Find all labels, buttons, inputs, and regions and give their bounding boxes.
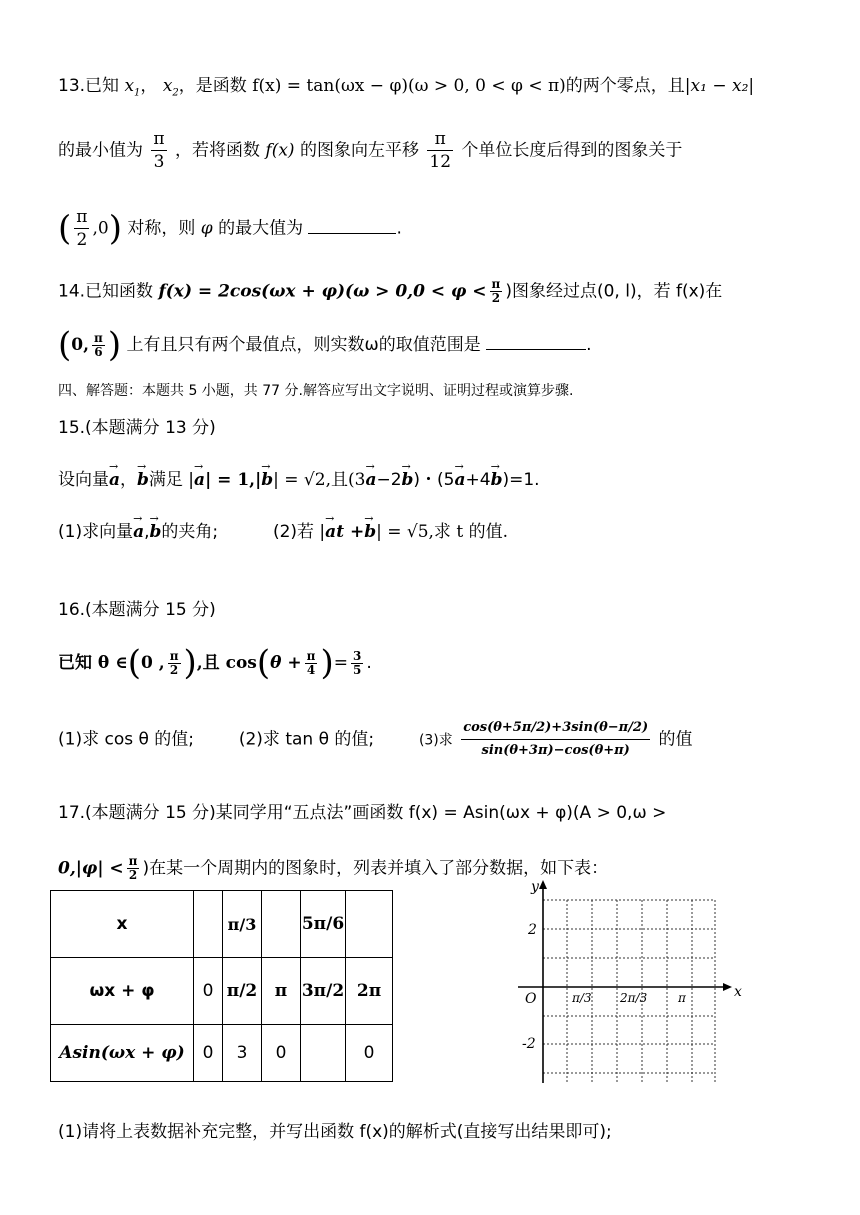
x-tick-2pi-3: 2π/3 xyxy=(620,991,648,1005)
q15-part1-end: 的夹角; xyxy=(161,522,219,542)
q13-text-8: 对称，则 xyxy=(127,218,196,239)
q15-text-2: 满足 | xyxy=(148,470,195,490)
q13-text-6: 的图象向左平移 xyxy=(299,140,419,161)
vector-a: → a xyxy=(365,468,376,492)
q16-parts xyxy=(58,717,693,762)
q13-line2 xyxy=(58,128,682,173)
table-cell xyxy=(346,891,393,958)
q14-text-3: 上有且只有两个最值点，则实数ω的取值范围是 xyxy=(126,335,481,355)
q14-text-2: 图象经过点(0, l)，若 f(x)在 xyxy=(511,281,723,302)
q16-text-1: 已知 θ ∈ xyxy=(58,653,128,673)
table-cell: 0 xyxy=(346,1025,393,1082)
q15-part2-mid: t + xyxy=(336,522,365,542)
vector-b: → b xyxy=(137,468,149,492)
q16-theta-plus: θ + xyxy=(270,653,302,673)
table-cell: π/3 xyxy=(223,891,262,958)
close-paren: ) xyxy=(505,281,512,302)
table-cell: 0 xyxy=(194,958,223,1025)
q14-number: 14. xyxy=(58,281,86,302)
answer-blank-14[interactable] xyxy=(486,349,586,350)
table-cell xyxy=(301,1025,346,1082)
q13-text-7: 个单位长度后得到的图象关于 xyxy=(461,140,683,161)
row-label-phase: ωx + φ xyxy=(51,958,194,1025)
q13-fx: f(x) xyxy=(265,140,295,161)
table-cell: 0 xyxy=(194,1025,223,1082)
table-cell: π xyxy=(262,958,301,1025)
q13-line3: ( $\frac{\pi}{2}$ ,0) 对称，则 φ 的最大值为 . xyxy=(58,207,402,250)
y-axis-label: y xyxy=(531,879,539,895)
q14-line2: (0, $\frac{\pi}{6}$ ) 上有且只有两个最值点，则实数ω的取值范围是 . xyxy=(58,325,592,365)
q13-text-1: 已知 xyxy=(85,76,120,96)
table-cell: 5π/6 xyxy=(301,891,346,958)
table-cell xyxy=(262,891,301,958)
q15-part2-text: (2)若 | xyxy=(272,522,326,542)
vector-a: → a xyxy=(109,468,120,492)
var-x2: $x_2$ xyxy=(162,76,179,99)
q17-line2-end: )在某一个周期内的图象时，列表并填入了部分数据，如下表： xyxy=(142,858,609,879)
equals: = xyxy=(333,653,348,673)
q15-statement xyxy=(58,468,540,492)
q16-text-2: ,且 cos xyxy=(196,653,257,673)
vector-b: → b xyxy=(150,520,162,544)
period: . xyxy=(586,335,592,355)
vector-b: → b xyxy=(491,468,503,492)
q15-part2-end: | = √5,求 t 的值. xyxy=(376,522,508,542)
q13-text-9: 的最大值为 xyxy=(218,218,304,239)
q15-text-8: )=1. xyxy=(502,470,540,490)
q14-text-1: 已知函数 xyxy=(85,281,154,302)
vector-a: → a xyxy=(455,468,466,492)
q13-number: 13. xyxy=(58,76,86,96)
y-axis-arrow xyxy=(539,880,547,889)
q17-part1: (1)请将上表数据补充完整，并写出函数 f(x)的解析式(直接写出结果即可); xyxy=(58,1122,612,1142)
q15-parts: (1)求向量→ a,→ b的夹角; (2)若 |→ at +→ b| = √5,求 t 的值. xyxy=(58,520,508,544)
x-axis-label: x xyxy=(734,984,742,1000)
fraction-pi-over-2-small: $\frac{\pi}{2}$ xyxy=(128,854,138,882)
table-cell: 2π xyxy=(346,958,393,1025)
table-row xyxy=(51,958,393,1025)
comma: ， xyxy=(140,76,158,96)
vector-a: → a xyxy=(194,468,205,492)
section-4-heading: 四、解答题：本题共 5 小题，共 77 分.解答应写出文字说明、证明过程或演算步骤. xyxy=(58,383,574,399)
q13-text-4: 的最小值为 xyxy=(58,140,143,161)
vector-b: → b xyxy=(261,468,273,492)
row-label-value: Asin(ωx + φ) xyxy=(51,1025,194,1082)
table-cell: 3 xyxy=(223,1025,262,1082)
q16-zero: 0 , xyxy=(141,653,165,673)
q15-part1-text: (1)求向量 xyxy=(58,522,134,542)
q13-text-3: 的两个零点，且 xyxy=(565,76,685,96)
vector-a: → a xyxy=(133,520,144,544)
q16-part3-end: 的值 xyxy=(658,729,693,750)
q13-function: f(x) = tan(ωx − φ)(ω > 0, 0 < φ < π) xyxy=(252,76,566,96)
q15-text-1: 设向量 xyxy=(58,470,109,490)
answer-blank-13[interactable] xyxy=(308,233,396,234)
coordinate-grid xyxy=(510,878,755,1090)
fraction-pi-over-12: $\frac{\pi}{12}$ xyxy=(429,129,452,172)
x-tick-pi-3: π/3 xyxy=(572,991,592,1005)
q17-line1: 17.(本题满分 15 分)某同学用“五点法”画函数 f(x) = Asin(ωx + φ)(A > 0,ω > xyxy=(58,803,667,823)
fraction-pi-over-2-small: $\frac{\pi}{2}$ xyxy=(169,648,179,677)
var-x1: $x_1$ xyxy=(124,76,141,99)
table-row xyxy=(51,1025,393,1082)
fraction-pi-over-2-small: $\frac{\pi}{2}$ xyxy=(491,277,501,305)
table-cell: π/2 xyxy=(223,958,262,1025)
fraction-3-over-5: $\frac{3}{5}$ xyxy=(352,648,362,677)
q16-statement: 已知 θ ∈(0 , $\frac{\pi}{2}$ ),且 cos(θ + $\frac{\pi}{4}$ )= $\frac{3}{5}$ . xyxy=(58,643,372,683)
table-cell: 0 xyxy=(262,1025,301,1082)
fraction-pi-over-3: $\frac{\pi}{3}$ xyxy=(153,129,165,172)
q15-text-7: +4 xyxy=(465,470,491,490)
q13-absdiff: |x₁ − x₂| xyxy=(684,76,755,96)
q14-function: f(x) = 2cos(ωx + φ)(ω > 0,0 < φ < xyxy=(158,281,487,302)
q15-header: 15.(本题满分 13 分) xyxy=(58,418,216,438)
x-axis-arrow xyxy=(723,983,732,991)
q17-line2-start: 0,|φ| < xyxy=(58,858,124,879)
q16-big-fraction: $\frac{\cos(\theta+5\pi/2)+3\sin(\theta-\pi/2)}{\sin(\theta+3\pi)-\cos(\theta+\pi)}$ xyxy=(461,717,650,762)
x-tick-pi: π xyxy=(678,991,686,1005)
q13-line1 xyxy=(58,74,754,105)
q13-text-2: ，是函数 xyxy=(178,76,247,96)
y-tick-neg2: -2 xyxy=(522,1036,536,1052)
zero-coord: ,0 xyxy=(92,218,109,239)
q16-part3: (3)求 xyxy=(418,732,453,749)
zero-coord: 0, xyxy=(71,335,90,355)
table-cell xyxy=(194,891,223,958)
q15-text-3: | = 1,| xyxy=(205,470,262,490)
vector-a: → a xyxy=(325,520,336,544)
table-cell: 3π/2 xyxy=(301,958,346,1025)
vector-b: → b xyxy=(402,468,414,492)
q13-text-5: ，若将函数 xyxy=(175,140,260,161)
vector-b: → b xyxy=(364,520,376,544)
row-label-x: x xyxy=(51,891,194,958)
q16-part1: (1)求 cos θ 的值; xyxy=(58,729,195,750)
fraction-pi-over-4: $\frac{\pi}{4}$ xyxy=(306,648,316,677)
q13-phi: φ xyxy=(200,218,213,239)
fraction-pi-over-2: $\frac{\pi}{2}$ xyxy=(76,207,88,250)
q16-part2: (2)求 tan θ 的值; xyxy=(238,729,375,750)
y-tick-2: 2 xyxy=(528,922,537,938)
table-row xyxy=(51,891,393,958)
comma: ， xyxy=(120,470,138,490)
q15-text-4: | = √2,且(3 xyxy=(273,470,366,490)
q16-header: 16.(本题满分 15 分) xyxy=(58,600,216,620)
five-point-table xyxy=(50,890,393,1082)
period: . xyxy=(396,218,402,239)
q15-text-5: −2 xyxy=(376,470,402,490)
fraction-pi-over-6: $\frac{\pi}{6}$ xyxy=(94,330,103,359)
period: . xyxy=(366,653,372,673)
origin-label: O xyxy=(525,991,537,1007)
q14-line1 xyxy=(58,278,722,305)
q15-text-6: )・(5 xyxy=(413,470,455,490)
